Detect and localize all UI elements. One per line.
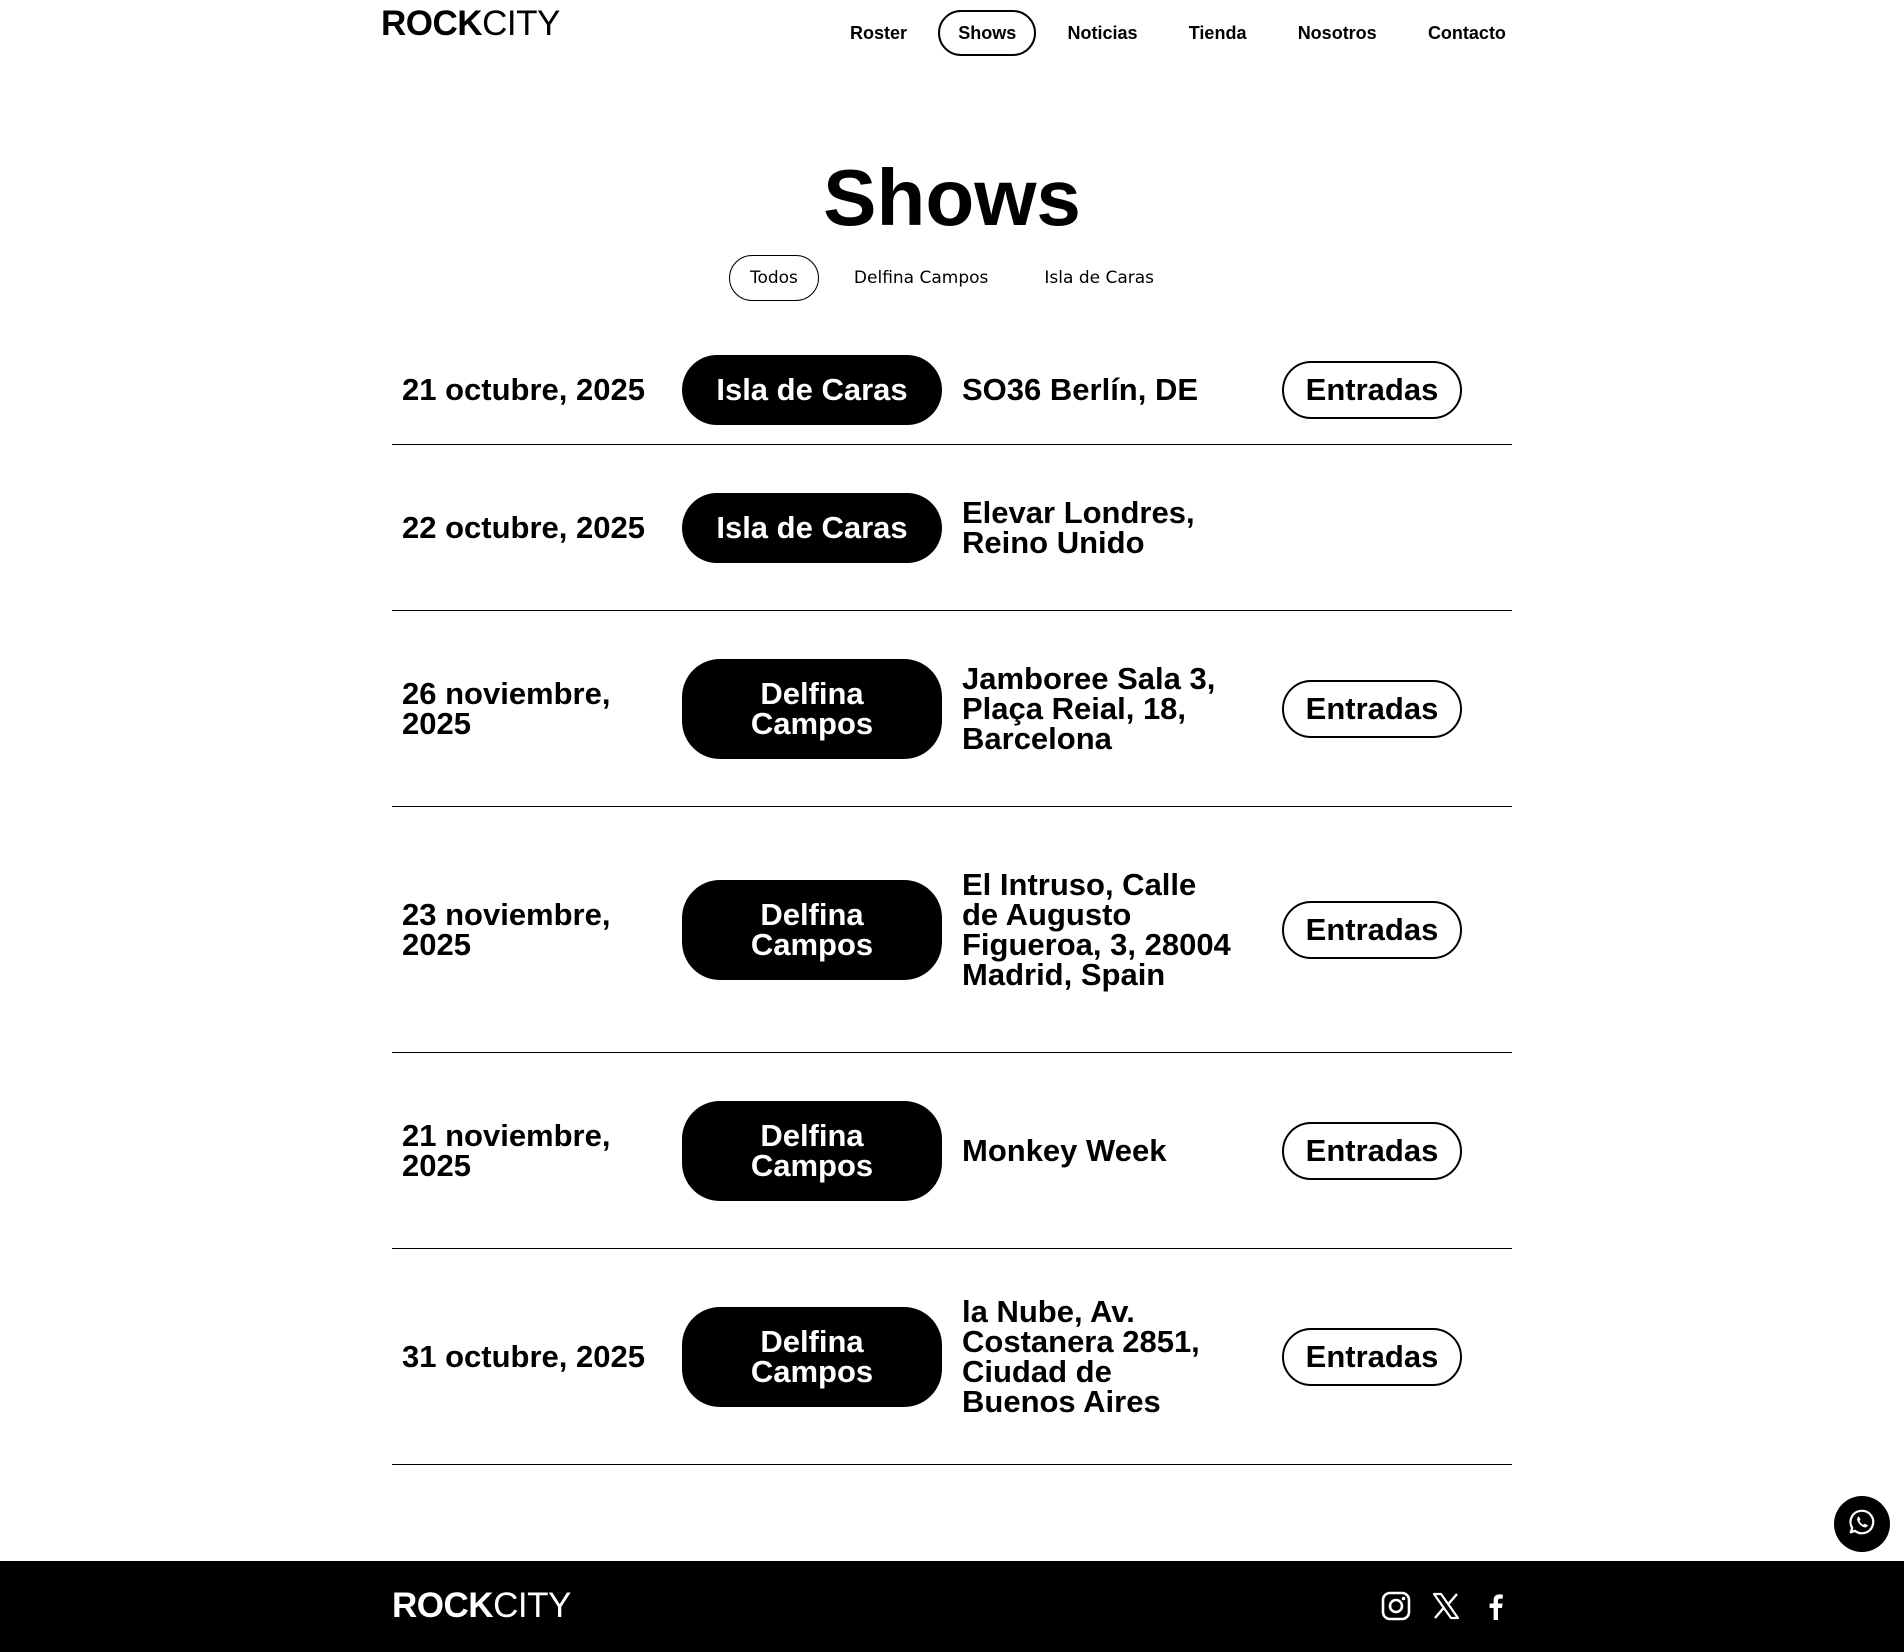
main-nav (830, 10, 1526, 56)
show-date: 22 octubre, 2025 (402, 509, 645, 545)
instagram-icon[interactable] (1380, 1589, 1412, 1623)
page-title: Shows (823, 153, 1081, 242)
tickets-button[interactable]: Entradas (1282, 680, 1462, 738)
show-row (392, 1249, 1512, 1465)
artist-pill[interactable]: Isla de Caras (682, 493, 942, 563)
artist-pill[interactable]: Delfina Campos (682, 1101, 942, 1201)
site-footer (0, 1561, 1904, 1652)
show-row (392, 807, 1512, 1053)
show-venue: SO36 Berlín, DE (962, 372, 1199, 407)
artist-pill[interactable]: Isla de Caras (682, 355, 942, 425)
social-links (1380, 1589, 1512, 1623)
show-venue: la Nube, Av. Costanera 2851, Ciudad de Buenos Aires (962, 1293, 1200, 1419)
footer-logo-light: CITY (493, 1586, 571, 1625)
show-row (392, 445, 1512, 611)
show-date: 26 noviembre, 2025 (402, 675, 611, 741)
nav-tienda[interactable]: Tienda (1188, 23, 1247, 43)
footer-logo[interactable] (392, 1588, 571, 1623)
show-date: 23 noviembre, 2025 (402, 896, 611, 962)
tickets-button[interactable]: Entradas (1282, 1122, 1462, 1180)
nav-roster[interactable]: Roster (850, 23, 908, 43)
artist-pill[interactable]: Delfina Campos (682, 1307, 942, 1407)
whatsapp-icon (1847, 1507, 1877, 1542)
logo-bold: ROCK (381, 4, 483, 43)
artist-pill[interactable]: Delfina Campos (682, 880, 942, 980)
nav-shows[interactable]: Shows (938, 10, 1036, 56)
show-date: 31 octubre, 2025 (402, 1338, 645, 1374)
tickets-button[interactable]: Entradas (1282, 361, 1462, 419)
x-icon[interactable] (1430, 1589, 1462, 1623)
facebook-icon[interactable] (1480, 1589, 1512, 1623)
artist-pill[interactable]: Delfina Campos (682, 659, 942, 759)
nav-nosotros[interactable]: Nosotros (1297, 23, 1377, 43)
nav-noticias[interactable]: Noticias (1067, 23, 1138, 43)
logo-light: CITY (482, 4, 560, 43)
show-row (392, 611, 1512, 807)
artist-filter (0, 255, 1904, 301)
show-venue: Monkey Week (962, 1132, 1167, 1168)
filter-delfina-campos[interactable]: Delfina Campos (853, 268, 989, 288)
tickets-button[interactable]: Entradas (1282, 1328, 1462, 1386)
filter-isla-de-caras[interactable]: Isla de Caras (1044, 268, 1155, 288)
show-row (392, 1053, 1512, 1249)
whatsapp-button[interactable] (1834, 1496, 1890, 1552)
show-date: 21 noviembre, 2025 (402, 1117, 611, 1183)
shows-list (392, 336, 1512, 1465)
show-venue: El Intruso, Calle de Augusto Figueroa, 3, 28004 Madrid, Spain (962, 866, 1231, 992)
show-venue: Jamboree Sala 3, Plaça Reial, 18, Barcelona (962, 660, 1216, 756)
tickets-button[interactable]: Entradas (1282, 901, 1462, 959)
footer-logo-bold: ROCK (392, 1586, 494, 1625)
site-logo[interactable] (381, 6, 560, 41)
show-venue: Elevar Londres, Reino Unido (962, 494, 1195, 560)
show-date: 21 octubre, 2025 (402, 372, 645, 407)
nav-contacto[interactable]: Contacto (1427, 23, 1506, 43)
show-row (392, 336, 1512, 445)
filter-todos[interactable]: Todos (729, 255, 819, 301)
